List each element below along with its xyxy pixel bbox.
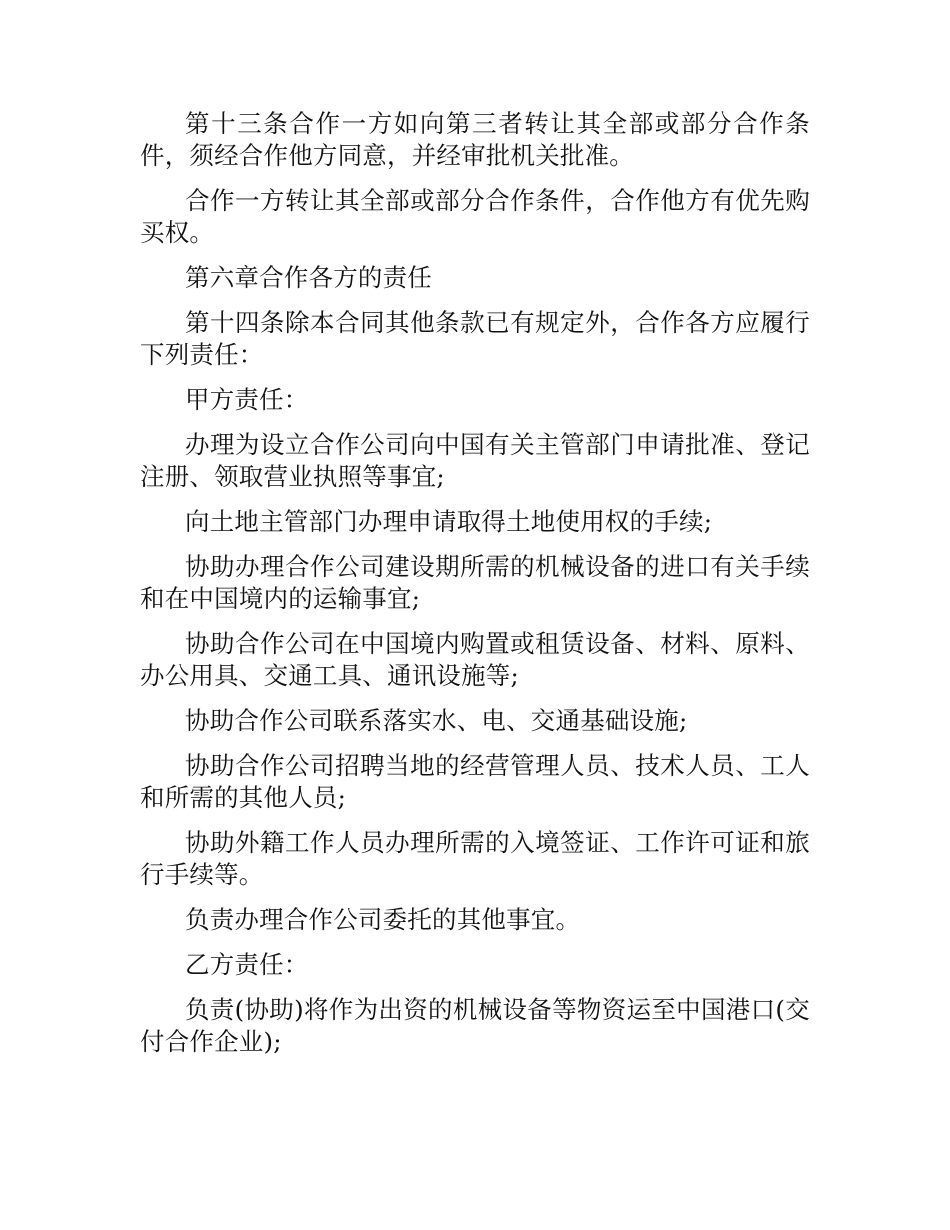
party-a-item-other: 负责办理合作公司委托的其他事宜。 [185, 905, 581, 934]
paragraph-article-13: 第十三条合作一方如向第三者转让其全部或部分合作条件，须经合作他方同意，并经审批机关批准。 [140, 109, 810, 170]
paragraph-article-14: 第十四条除本合同其他条款已有规定外，合作各方应履行下列责任： [140, 308, 810, 369]
paragraph-preemptive-right: 合作一方转让其全部或部分合作条件，合作他方有优先购买权。 [140, 186, 810, 247]
party-a-item-import: 协助办理合作公司建设期所需的机械设备的进口有关手续和在中国境内的运输事宜; [140, 552, 810, 613]
party-a-item-recruitment: 协助合作公司招聘当地的经营管理人员、技术人员、工人和所需的其他人员; [140, 751, 810, 812]
party-a-item-visa: 协助外籍工作人员办理所需的入境签证、工作许可证和旅行手续等。 [140, 828, 810, 889]
document-body [140, 108, 810, 1071]
party-a-item-registration: 办理为设立合作公司向中国有关主管部门申请批准、登记注册、领取营业执照等事宜; [140, 430, 810, 491]
party-a-item-utilities: 协助合作公司联系落实水、电、交通基础设施; [185, 706, 688, 735]
party-b-item-shipping: 负责(协助)将作为出资的机械设备等物资运至中国港口(交付合作企业); [140, 995, 810, 1056]
party-a-item-purchase: 协助合作公司在中国境内购置或租赁设备、材料、原料、办公用具、交通工具、通讯设施等; [140, 629, 810, 690]
party-b-heading: 乙方责任： [185, 950, 309, 979]
party-a-heading: 甲方责任： [185, 385, 309, 414]
chapter-heading-6: 第六章合作各方的责任 [185, 263, 432, 292]
party-a-item-land-use: 向土地主管部门办理申请取得土地使用权的手续; [185, 507, 713, 536]
